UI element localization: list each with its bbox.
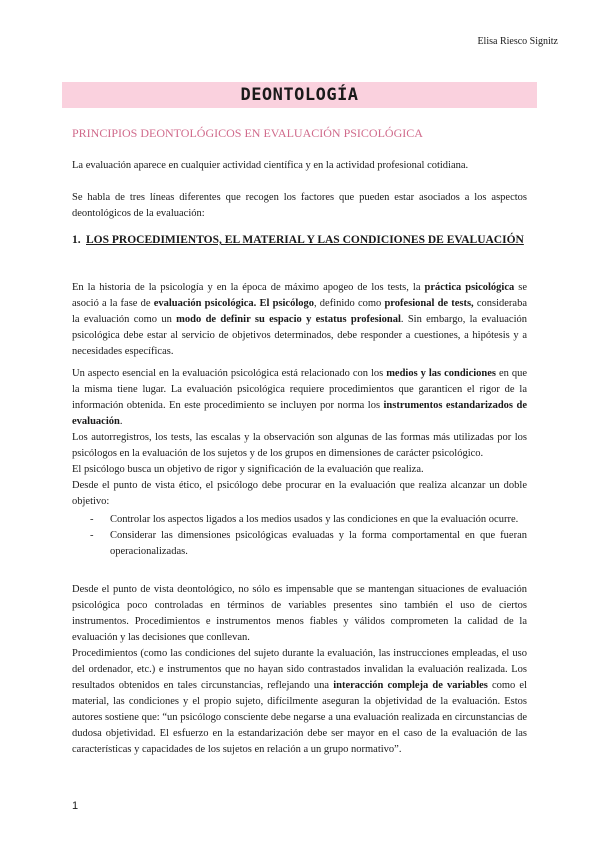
title-banner xyxy=(62,82,537,108)
text-span: . xyxy=(119,416,123,427)
bold-span: evaluación psicológica. xyxy=(153,298,257,309)
section-subtitle: PRINCIPIOS DEONTOLÓGICOS EN EVALUACIÓN PSICOLÓGICA xyxy=(72,126,423,140)
section-heading-1 xyxy=(72,232,527,248)
bold-span: medios y las condiciones xyxy=(386,368,496,379)
section-number: 1. xyxy=(72,234,81,246)
bold-span: instrumentos estandarizados de evaluación xyxy=(72,400,527,427)
section-title: LOS PROCEDIMIENTOS, EL MATERIAL Y LAS CONDICIONES DE EVALUACIÓN xyxy=(86,234,524,246)
text-span: En la historia de la psicología y en la época de máximo apogeo de los tests, la xyxy=(72,282,425,293)
paragraph-means xyxy=(72,366,527,430)
text-span: se asoció a la fase de xyxy=(72,282,528,309)
paragraph-procedures xyxy=(72,646,527,758)
paragraph-objective: El psicólogo busca un objetivo de rigor y significación de la evaluación que realiza. xyxy=(72,464,424,475)
page-title: DEONTOLOGÍA xyxy=(240,85,359,105)
paragraph-intro: La evaluación aparece en cualquier actividad científica y en la actividad profesional cotidiana. xyxy=(72,160,469,171)
text-span: Procedimientos (como las condiciones del sujeto durante la evaluación, las instrucciones empleadas, el uso del ordenador, etc.) e instrumentos que no hayan sido contrastados invalidan la evaluación realizada. Los resultados obtenidos en tales circunstancias, reflejando una xyxy=(72,648,527,691)
list-item-text: Considerar las dimensiones psicológicas evaluadas y la forma comportamental en que fueran operacionalizadas. xyxy=(110,530,527,557)
paragraph-instruments: Los autorregistros, los tests, las escalas y la observación son algunas de las formas más utilizadas por los psicólogos en la evaluación de los sujetos y de los grupos en dimensiones de carácter psicológico. xyxy=(72,432,527,459)
paragraph-history xyxy=(72,280,527,360)
objectives-list xyxy=(90,512,527,560)
list-dash: - xyxy=(90,514,94,525)
paragraph-deontological: Desde el punto de vista deontológico, no sólo es impensable que se mantengan situaciones de evaluación psicológica poco controladas en términos de variables presentes sino también el uso de ciertos instrumentos. Procedimientos e instrumentos menos fiables y válidos comprometen la calidad de la evaluación y las decisiones que conllevan. xyxy=(72,584,527,643)
text-span: , definido como xyxy=(314,298,385,309)
bold-span: práctica psicológica xyxy=(424,282,515,293)
list-dash: - xyxy=(90,530,94,541)
page-number: 1 xyxy=(72,800,79,812)
list-item-text: Controlar los aspectos ligados a los medios usados y las condiciones en que la evaluación ocurre. xyxy=(110,514,519,525)
bold-span: El psicólogo xyxy=(259,298,314,309)
text-span: consideraba la evaluación como un xyxy=(72,298,527,325)
header-author: Elisa Riesco Signitz xyxy=(477,36,558,47)
bold-span: profesional de tests, xyxy=(384,298,474,309)
bold-span: interacción compleja de variables xyxy=(333,680,488,691)
list-item xyxy=(90,512,527,528)
text-span: . Sin embargo, la evaluación psicológica debe estar al servicio de objetivos determinados, debe responder a cuestiones, a hipótesis y a necesidades específicas. xyxy=(72,314,528,357)
bold-span: modo de definir su espacio y estatus profesional xyxy=(176,314,401,325)
paragraph-ethics: Desde el punto de vista ético, el psicólogo debe procurar en la evaluación que realiza alcanzar un doble objetivo: xyxy=(72,480,527,507)
paragraph-lines: Se habla de tres líneas diferentes que recogen los factores que pueden estar asociados a los aspectos deontológicos de la evaluación: xyxy=(72,192,527,219)
text-span: como el material, las condiciones y el propio sujeto, difícilmente aseguran la objetividad de la evaluación. Estos autores sostiene que: “un psicólogo consciente debe negarse a una evaluación realizada en circunstancias de dudosa objetividad. El esfuerzo en la estandarización debe ser mayor en el caso de la evaluación de las características y capacidades de los sujetos en relación a un grupo normativo”. xyxy=(72,680,527,755)
text-span: en que la misma tiene lugar. La evaluación psicológica requiere procedimientos que garanticen el rigor de la información obtenida. En este procedimiento se incluyen por norma los xyxy=(72,368,527,411)
list-item xyxy=(90,528,527,560)
text-span: Un aspecto esencial en la evaluación psicológica está relacionado con los xyxy=(72,368,387,379)
